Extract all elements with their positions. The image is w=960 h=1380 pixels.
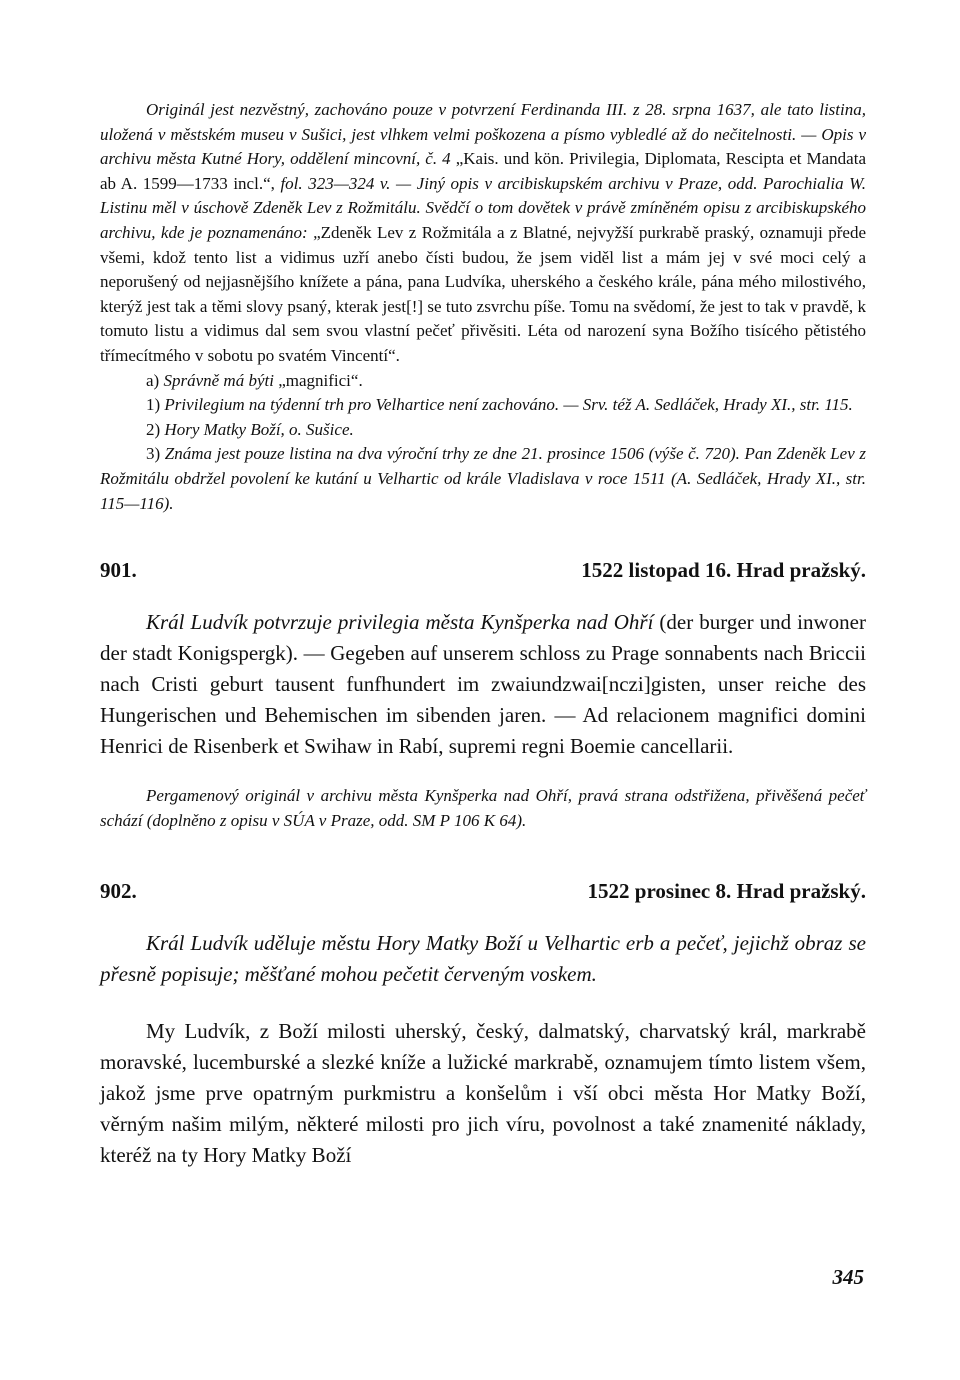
footnote-mark: 2) xyxy=(146,419,161,439)
entry-902-text: My Ludvík, z Boží milosti uherský, český, dalmatský, charvatský král, markrabě moravské, lucemburské a slezké kníže a lužické markrabě, oznamujem tímto listem všem, jakož jsme prve opatrným purkmistru a konšelům i vší obci města Hor Matky Boží, věrným našim milým, některé milosti pro jich víru, povolnost a také znamenité náklady, kteréž na ty Hory Matky Boží xyxy=(100,1019,866,1168)
footnote-2 xyxy=(100,418,866,443)
note-paragraph xyxy=(100,98,866,369)
footnote-mark: 1) xyxy=(146,395,161,415)
note-text-italic-2: fol. 323—324 v. — Jiný opis v arcibiskupském archivu v Praze, odd. Parochialia W. Listinu měl v úschově Zdeněk Lev z Rožmitálu. Svědčí o tom dovětek v právě zmíněném opisu z arcibiskupského archivu, kde je poznamenáno: xyxy=(100,173,867,242)
entry-number: 901. xyxy=(100,558,137,583)
source-note: Pergamenový originál v archivu města Kynšperka nad Ohří, pravá strana odstřižena, přivěšená pečeť schází (doplněno z opisu v SÚA v Praze, odd. SM P 106 K 64). xyxy=(100,786,866,830)
footnote-text-italic: Privilegium na týdenní trh pro Velhartice není zachováno. — Srv. též A. Sedláček, Hrady XI., str. 115. xyxy=(160,395,853,415)
entry-901-header xyxy=(100,558,866,583)
top-note xyxy=(100,98,866,516)
note-text-roman-1: „Kais. und kön. Privilegia, Diplomata, Rescipta et Mandata ab A. 1599—1733 incl.“, xyxy=(100,149,866,193)
regest-italic: Král Ludvík potvrzuje privilegia města Kynšperka nad Ohří xyxy=(146,610,654,635)
entry-902-header xyxy=(100,879,866,904)
entry-date: 1522 prosinec 8. Hrad pražský. xyxy=(587,879,866,904)
note-text-roman-2: „Zdeněk Lev z Rožmitála a z Blatné, nejvyžší purkrabě praský, oznamuji přede všemi, kdož tento list a vidimus uzří anebo čísti budou, že jsem viděl list a mám jej v své moci celý a neporušený od nejjasnějšího knížete a pána, pana Ludvíka, uherského a českého krále, pána mého milostivého, kterýž jest tak a těmi slovy psaný, kterak jest[!] se tuto zsvrchu píše. Tomu na svědomí, že jest to tak v pravdě, k tomuto listu a vidimus dal sem svou vlastní pečeť přivěsiti. Léta od narození syna Božího tisícého pětistého třímecítmého v sobotu po svatém Vincentí“. xyxy=(100,222,867,365)
footnote-text: „magnifici“. xyxy=(278,370,363,390)
note-text-italic-1: Originál jest nezvěstný, zachováno pouze v potvrzení Ferdinanda III. z 28. srpna 1637, ale tato listina, uložená v městském museu v Sušici, jest vlhkem velmi poškozena a písmo vybledlé až do nečitelnosti. — Opis v archivu města Kutné Hory, oddělení mincovní, č. 4 xyxy=(100,100,866,169)
entry-901-summary xyxy=(100,607,866,762)
page-number: 345 xyxy=(832,1265,864,1289)
regest-text: (der burger und inwoner der stadt Konigspergk). — Gegeben auf unserem schloss zu Prage sonnabents nach Briccii nach Cristi geburt tausent funfhundert im zwaiundzwai[nczi]gisten, unser reiche des Hungerischen und Behemischen im sibenden jaren. — Ad relacionem magnifici domini Henrici de Risenberk et Swihaw in Rabí, supremi regni Boemie cancellarii. xyxy=(100,610,866,759)
footnote-mark: 3) xyxy=(146,444,161,464)
page-content xyxy=(100,98,866,1171)
entry-901-source xyxy=(100,784,866,833)
footnote-mark: a) xyxy=(146,370,160,390)
footnote-text-italic: Známa jest pouze listina na dva výroční trhy ze dne 21. prosince 1506 (výše č. 720). Pan Zdeněk Lev z Rožmitálu obdržel povolení ke kutání u Velhartic od krále Vladislava v roce 1511 (A. Sedláček, Hrady XI., str. 115—116). xyxy=(100,444,866,513)
footnote-text-italic: Hory Matky Boží, o. Sušice. xyxy=(160,419,354,439)
footnote-1 xyxy=(100,393,866,418)
entry-date: 1522 listopad 16. Hrad pražský. xyxy=(581,558,866,583)
entry-902-summary: Král Ludvík uděluje městu Hory Matky Boží u Velhartic erb a pečeť, jejichž obraz se přesně popisuje; měšťané mohou pečetit červeným voskem. xyxy=(100,931,866,987)
entry-number: 902. xyxy=(100,879,137,904)
footnote-a xyxy=(100,369,866,394)
footnote-text-italic: Správně má býti xyxy=(159,370,279,390)
footnote-3 xyxy=(100,442,866,516)
